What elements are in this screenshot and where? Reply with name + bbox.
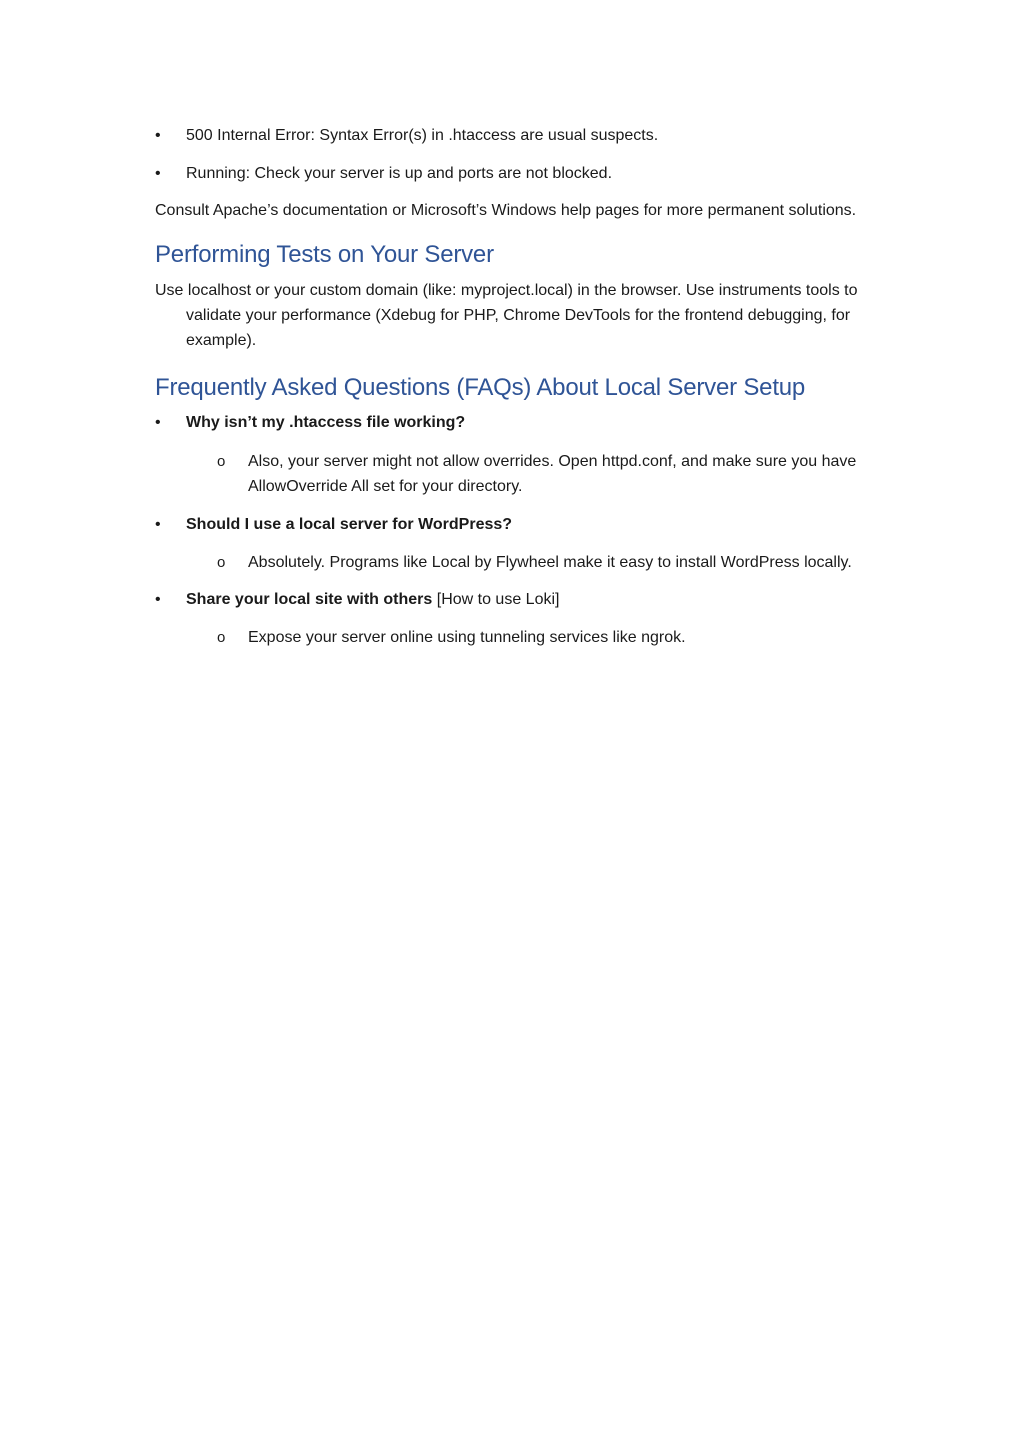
list-item [155,162,875,186]
list-item-text: Running: Check your server is up and ports are not blocked. [186,165,613,182]
faq-question [155,411,875,435]
bullet-icon: • [155,165,161,182]
faq-question-text: Should I use a local server for WordPress? [186,516,513,533]
faq-question-suffix: [How to use Loki] [432,591,560,608]
faq-answer-text: Expose your server online using tunneling services like ngrok. [248,629,686,646]
bullet-icon: • [155,127,161,144]
bullet-icon: • [155,591,161,608]
list-item-text: 500 Internal Error: Syntax Error(s) in .htaccess are usual suspects. [186,127,659,144]
faq-answer [155,551,875,574]
faq-answer-text: Absolutely. Programs like Local by Flywheel make it easy to install WordPress locally. [248,554,852,571]
faq-question [155,513,875,537]
testing-paragraph: Use localhost or your custom domain (like: myproject.local) in the browser. Use instruments tools to validate your performance (Xdebug for PHP, Chrome DevTools for the frontend debugging, for example). [155,282,858,349]
section-heading-testing: Performing Tests on Your Server [155,241,494,268]
sub-bullet-icon: o [217,453,226,470]
faq-question-text: Why isn’t my .htaccess file working? [186,414,466,431]
faq-answer-text: Also, your server might not allow overrides. Open httpd.conf, and make sure you have AllowOverride All set for your directory. [248,453,857,495]
list-item [155,124,875,148]
consult-paragraph: Consult Apache’s documentation or Microsoft’s Windows help pages for more permanent solutions. [155,202,857,219]
sub-bullet-icon: o [217,629,226,646]
bullet-icon: • [155,516,161,533]
page-content [155,124,875,664]
sub-bullet-icon: o [217,554,226,571]
faq-question [155,588,875,612]
faq-question-text: Share your local site with others [186,591,433,608]
faq-answer [155,449,875,499]
section-heading-faq: Frequently Asked Questions (FAQs) About Local Server Setup [155,374,806,401]
bullet-icon: • [155,414,161,431]
faq-answer [155,626,875,650]
